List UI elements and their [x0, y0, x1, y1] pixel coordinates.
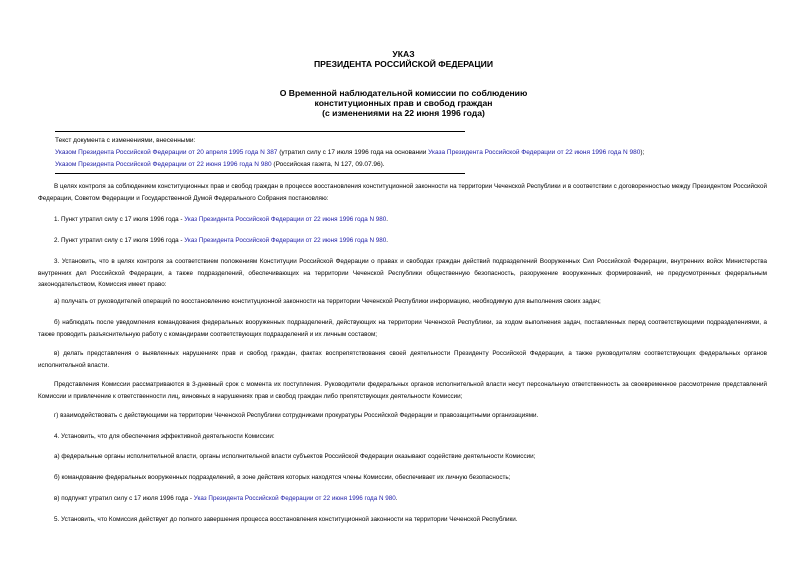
paragraph-1-end: .: [386, 216, 389, 223]
subtitle-line-2: конституционных прав и свобод граждан: [314, 98, 493, 108]
paragraph-2: [38, 235, 767, 247]
decree-issuer: ПРЕЗИДЕНТА РОССИЙСКОЙ ФЕДЕРАЦИИ: [313, 59, 494, 69]
paragraph-4b: б) командование федеральных вооруженных подразделений, в зоне действия которых находятся члены Комиссии, обеспечивает их личную безопасность;: [54, 474, 511, 481]
paragraph-representations: Представления Комиссии рассматриваются в 3-дневный срок с момента их поступления. Руководители федеральных органов исполнительной власти несут персональную ответственность за своевременное рассмотрение представлений Комиссии и привлечение к ответственности лиц, виновных в нарушениях прав и свобод граждан либо препятствующих деятельности Комиссии;: [38, 381, 767, 400]
paragraph-3b: б) наблюдать после уведомления командования федеральных вооруженных подразделений, действующих на территории Чеченской Республики, за ходом выполнения задач, поставленных перед соответствующими подразделениями, а также проводить разъяснительную работу с командирами соответствующих подразделений и их личным составом;: [38, 319, 767, 338]
divider-top: [55, 131, 465, 132]
paragraph-4v-link[interactable]: Указ Президента Российской Федерации от 22 июня 1996 года N 980: [193, 495, 396, 502]
amendments-intro: Текст документа с изменениями, внесенными:: [55, 137, 196, 144]
paragraph-intro: В целях контроля за соблюдением конституционных прав и свобод граждан в процессе восстановления конституционной законности на территории Чеченской Республики и в соответствии с договоренностью между Президентом Российской Федерации, Советом Федерации и Государственной Думой Федерального Собрания постановляю:: [38, 183, 767, 202]
amendment-line-1-text: (утратил силу с 17 июля 1996 года на основании: [277, 149, 429, 156]
paragraph-3v: в) делать представления о выявленных нарушениях прав и свобод граждан, фактах воспрепятствования своей деятельности Президенту Российской Федерации, а также руководителям соответствующих федеральных органов исполнительной власти.: [38, 350, 767, 369]
paragraph-2-link[interactable]: Указ Президента Российской Федерации от 22 июня 1996 года N 980: [184, 237, 387, 244]
paragraph-5: 5. Установить, что Комиссия действует до полного завершения процесса восстановления конституционной законности на территории Чеченской Республики.: [54, 516, 518, 523]
subtitle-line-1: О Временной наблюдательной комиссии по соблюдению: [279, 88, 528, 98]
decree-title: УКАЗ: [392, 49, 415, 59]
paragraph-2-text: 2. Пункт утратил силу с 17 июля 1996 года -: [54, 237, 185, 244]
amendment-line-2: [55, 159, 755, 171]
subtitle-line-3: (с изменениями на 22 июня 1996 года): [322, 108, 485, 118]
paragraph-1: [38, 214, 767, 226]
amendment-line-1: [55, 147, 755, 159]
amendment-link-387[interactable]: Указом Президента Российской Федерации от 20 апреля 1995 года N 387: [55, 149, 278, 156]
paragraph-3g: г) взаимодействовать с действующими на территории Чеченской Республики сотрудниками прокуратуры Российской Федерации и правозащитными организациями.: [54, 412, 539, 419]
divider-bottom: [55, 173, 465, 174]
paragraph-4v: [38, 493, 767, 505]
amendment-line-2-text: (Российская газета, N 127, 09.07.96).: [271, 161, 385, 168]
paragraph-1-link[interactable]: Указ Президента Российской Федерации от 22 июня 1996 года N 980: [184, 216, 387, 223]
paragraph-4v-end: .: [395, 495, 398, 502]
paragraph-3a: а) получать от руководителей операций по восстановлению конституционной законности на территории Чеченской Республики информацию, необходимую для выполнения своих задач;: [54, 298, 601, 305]
amendment-link-980-b[interactable]: Указом Президента Российской Федерации от 22 июня 1996 года N 980: [55, 161, 272, 168]
paragraph-2-end: .: [386, 237, 389, 244]
paragraph-4v-text: в) подпункт утратил силу с 17 июля 1996 года -: [54, 495, 194, 502]
paragraph-4: 4. Установить, что для обеспечения эффективной деятельности Комиссии:: [54, 433, 275, 440]
amendments-note: [55, 135, 755, 171]
amendment-link-980-a[interactable]: Указа Президента Российской Федерации от 22 июня 1996 года N 980: [428, 149, 641, 156]
paragraph-1-text: 1. Пункт утратил силу с 17 июля 1996 года -: [54, 216, 185, 223]
document-header: [0, 49, 807, 69]
document-subtitle: [0, 88, 807, 118]
paragraph-3: 3. Установить, что в целях контроля за соответствием положениям Конституции Российской Федерации о правах и свободах граждан действий подразделений Вооруженных Сил Российской Федерации, внутренних войск Министерства внутренних дел Российской Федерации, а также подразделений, обеспечивающих на территории Чеченской Республики общественную безопасность, разоружение вооруженных формирований, не предусмотренных федеральным законодательством, Комиссия имеет право:: [38, 258, 767, 288]
amendment-line-1-end: );: [640, 149, 645, 156]
paragraph-4a: а) федеральные органы исполнительной власти, органы исполнительной власти субъектов Российской Федерации оказывают содействие деятельности Комиссии;: [54, 453, 536, 460]
